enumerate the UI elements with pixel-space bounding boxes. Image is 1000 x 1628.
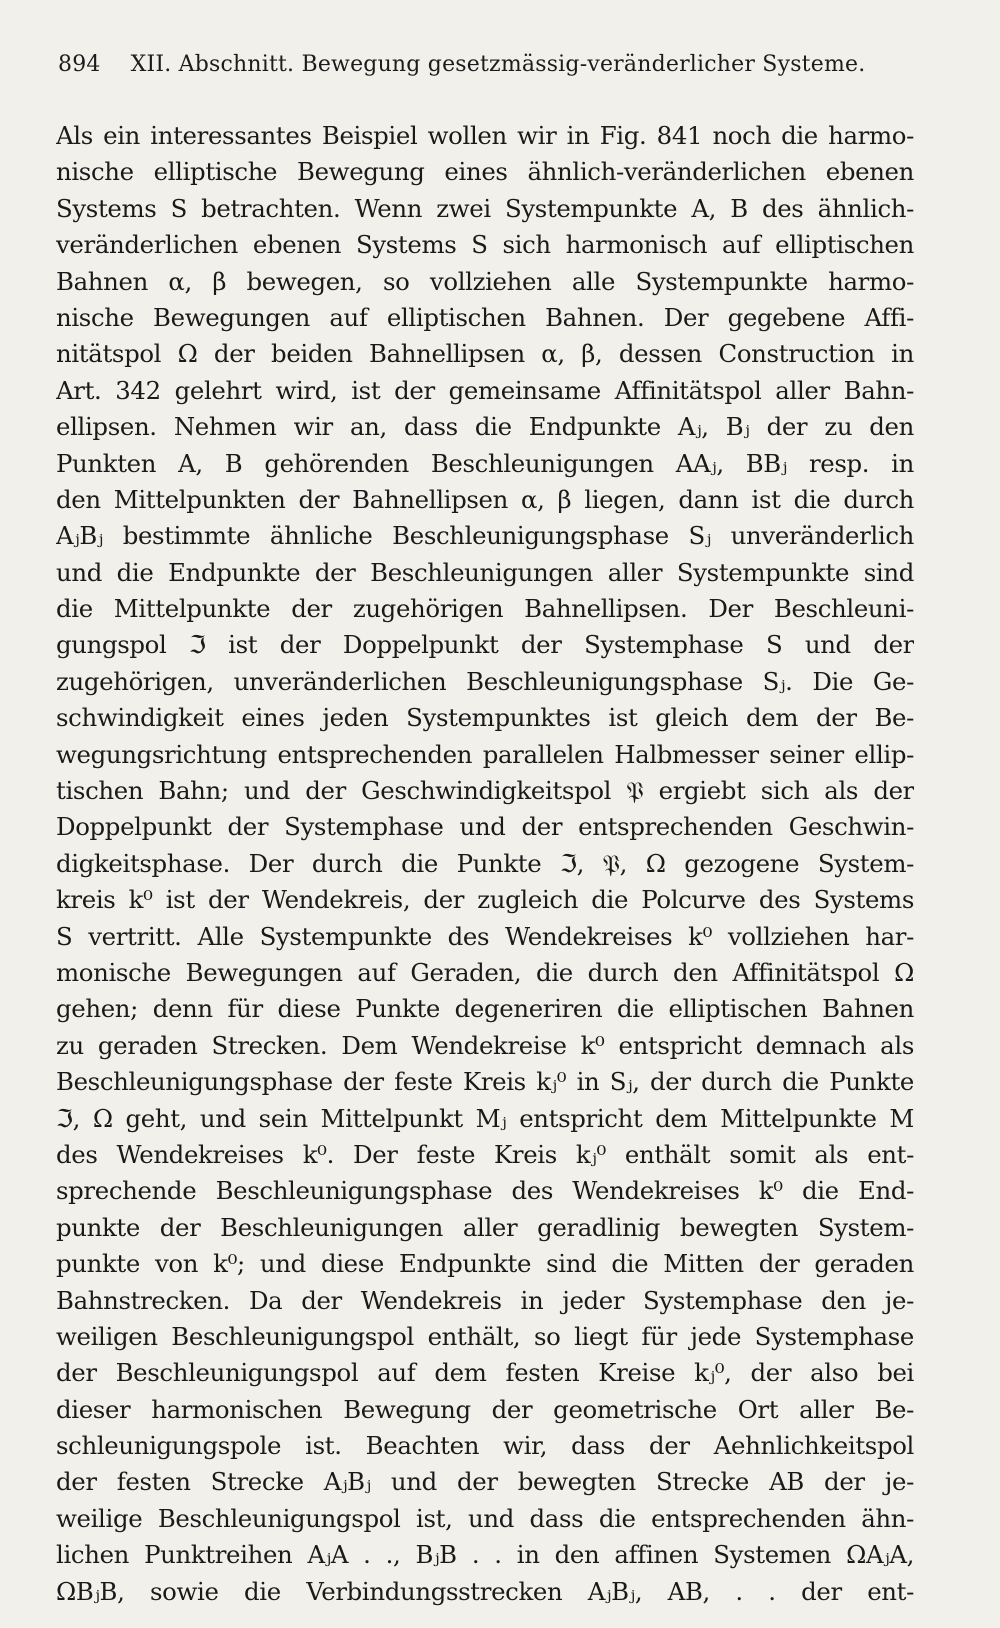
text-line: Bahnstrecken. Da der Wendekreis in jeder Systemphase den je- [56,1285,914,1315]
text-line: Punkten A, B gehörenden Beschleunigungen AAⱼ, BBⱼ resp. in [56,448,914,478]
text-line: Beschleunigungsphase der feste Kreis kⱼ⁰ in Sⱼ, der durch die Punkte [56,1067,914,1097]
text-line: den Mittelpunkten der Bahnellipsen α, β liegen, dann ist die durch [56,484,914,514]
text-line: schleunigungspole ist. Beachten wir, dass der Aehnlichkeitspol [56,1431,914,1461]
text-line: dieser harmonischen Bewegung der geometrische Ort aller Be- [56,1394,914,1424]
text-line: des Wendekreises k⁰. Der feste Kreis kⱼ⁰ enthält somit als ent- [56,1139,914,1169]
text-line: veränderlichen ebenen Systems S sich harmonisch auf elliptischen [56,230,914,260]
text-line: wegungsrichtung entsprechenden parallelen Halbmesser seiner ellip- [56,739,914,769]
text-line: Art. 342 gelehrt wird, ist der gemeinsame Affinitätspol aller Bahn- [56,375,914,405]
text-line: zugehörigen, unveränderlichen Beschleunigungsphase Sⱼ. Die Ge- [56,666,914,696]
text-line: gungspol ℑ ist der Doppelpunkt der Systemphase S und der [56,630,914,660]
text-line: schwindigkeit eines jeden Systempunktes ist gleich dem der Be- [56,703,914,733]
text-line: sprechende Beschleunigungsphase des Wendekreises k⁰ die End- [56,1176,914,1206]
text-line: weilige Beschleunigungspol ist, und dass die entsprechenden ähn- [56,1503,914,1533]
text-line: S vertritt. Alle Systempunkte des Wendekreises k⁰ vollziehen har- [56,921,914,951]
text-line: tischen Bahn; und der Geschwindigkeitspol 𝔓 ergiebt sich als der [56,776,914,806]
text-line: Als ein interessantes Beispiel wollen wir in Fig. 841 noch die harmo- [56,121,914,150]
text-line: Doppelpunkt der Systemphase und der entsprechenden Geschwin- [56,812,914,842]
text-line: digkeitsphase. Der durch die Punkte ℑ, 𝔓, Ω gezogene System- [56,848,914,878]
text-line: monische Bewegungen auf Geraden, die durch den Affinitätspol Ω [56,957,914,987]
text-line: ΩBⱼB, sowie die Verbindungsstrecken AⱼBⱼ, AB, . . der ent- [56,1576,914,1606]
running-title: XII. Abschnitt. Bewegung gesetzmässig-veränderlicher Systeme. [130,52,866,77]
text-line: der Beschleunigungspol auf dem festen Kreise kⱼ⁰, der also bei [56,1358,914,1388]
text-line: nische Bewegungen auf elliptischen Bahnen. Der gegebene Affi- [56,302,914,332]
text-line: kreis k⁰ ist der Wendekreis, der zugleich die Polcurve des Systems [56,885,914,915]
running-header [58,52,938,77]
text-line: ℑ, Ω geht, und sein Mittelpunkt Mⱼ entspricht dem Mittelpunkte M [56,1103,914,1133]
text-line: nitätspol Ω der beiden Bahnellipsen α, β, dessen Construction in [56,339,914,369]
text-line: Systems S betrachten. Wenn zwei Systempunkte A, B des ähnlich- [56,193,914,223]
text-line: zu geraden Strecken. Dem Wendekreise k⁰ entspricht demnach als [56,1030,914,1060]
text-line: punkte von k⁰; und diese Endpunkte sind die Mitten der geraden [56,1249,914,1279]
text-line: lichen Punktreihen AⱼA . ., BⱼB . . in den affinen Systemen ΩAⱼA, [56,1540,914,1570]
text-line: ellipsen. Nehmen wir an, dass die Endpunkte Aⱼ, Bⱼ der zu den [56,412,914,442]
text-line: weiligen Beschleunigungspol enthält, so liegt für jede Systemphase [56,1321,914,1351]
text-line: gehen; denn für diese Punkte degeneriren die elliptischen Bahnen [56,994,914,1024]
body-text [56,118,914,1610]
text-line: und die Endpunkte der Beschleunigungen aller Systempunkte sind [56,557,914,587]
text-line: nische elliptische Bewegung eines ähnlich-veränderlichen ebenen [56,157,914,187]
text-line: AⱼBⱼ bestimmte ähnliche Beschleunigungsphase Sⱼ unveränderlich [56,521,914,551]
page-number: 894 [58,52,101,77]
text-line: punkte der Beschleunigungen aller geradlinig bewegten System- [56,1212,914,1242]
text-line: Bahnen α, β bewegen, so vollziehen alle Systempunkte harmo- [56,266,914,296]
text-line: der festen Strecke AⱼBⱼ und der bewegten Strecke AB der je- [56,1467,914,1497]
text-line: die Mittelpunkte der zugehörigen Bahnellipsen. Der Beschleuni- [56,594,914,624]
